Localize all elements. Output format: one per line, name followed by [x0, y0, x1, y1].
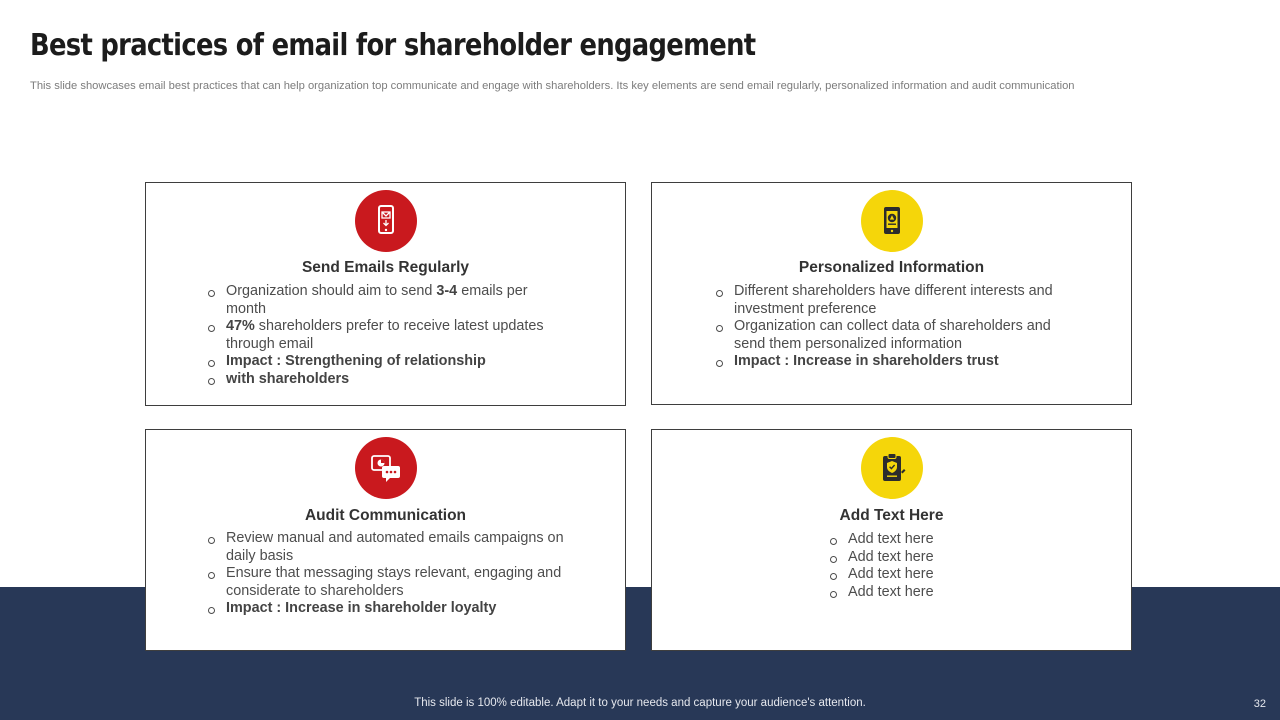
card-title: Audit Communication	[304, 507, 467, 524]
list-item: Impact : Increase in shareholders trust	[714, 353, 1074, 371]
list-item: Impact : Strengthening of relationship	[206, 353, 546, 371]
list-item: Organization can collect data of shareholders and send them personalized information	[714, 318, 1074, 353]
list-item: Add text here	[828, 531, 988, 549]
list-item: with shareholders	[206, 371, 546, 389]
card-title: Personalized Information	[798, 259, 985, 276]
list-item: 47% shareholders prefer to receive latest updates through email	[206, 318, 546, 353]
list-item: Ensure that messaging stays relevant, engaging and considerate to shareholders	[206, 565, 566, 600]
card-audit-communication	[145, 429, 626, 651]
bullet-list	[206, 283, 546, 389]
card-send-emails-regularly	[145, 182, 626, 406]
page-number: 32	[1253, 698, 1266, 710]
mobile-profile-icon	[861, 190, 923, 252]
mobile-email-icon	[355, 190, 417, 252]
card-title: Send Emails Regularly	[301, 259, 470, 276]
list-item: Add text here	[828, 584, 988, 602]
list-item: Add text here	[828, 549, 988, 567]
page-subtitle: This slide showcases email best practices that can help organization top communicate and engage with shareholders. Its key elements are send email regularly, personalized information and audit communication	[30, 80, 1075, 92]
bullet-list	[714, 283, 1074, 371]
page-title: Best practices of email for shareholder engagement	[30, 28, 756, 63]
bullet-list	[206, 530, 566, 618]
card-add-text-here	[651, 429, 1132, 651]
card-title: Add Text Here	[839, 507, 944, 524]
list-item: Review manual and automated emails campaigns on daily basis	[206, 530, 566, 565]
bullet-list	[828, 531, 988, 601]
list-item: Different shareholders have different interests and investment preference	[714, 283, 1074, 318]
list-item: Impact : Increase in shareholder loyalty	[206, 600, 566, 618]
clipboard-check-icon	[861, 437, 923, 499]
list-item: Organization should aim to send 3-4 emails per month	[206, 283, 546, 318]
audit-chat-icon	[355, 437, 417, 499]
list-item: Add text here	[828, 566, 988, 584]
card-personalized-information	[651, 182, 1132, 405]
footer-note: This slide is 100% editable. Adapt it to your needs and capture your audience's attention.	[414, 697, 866, 709]
